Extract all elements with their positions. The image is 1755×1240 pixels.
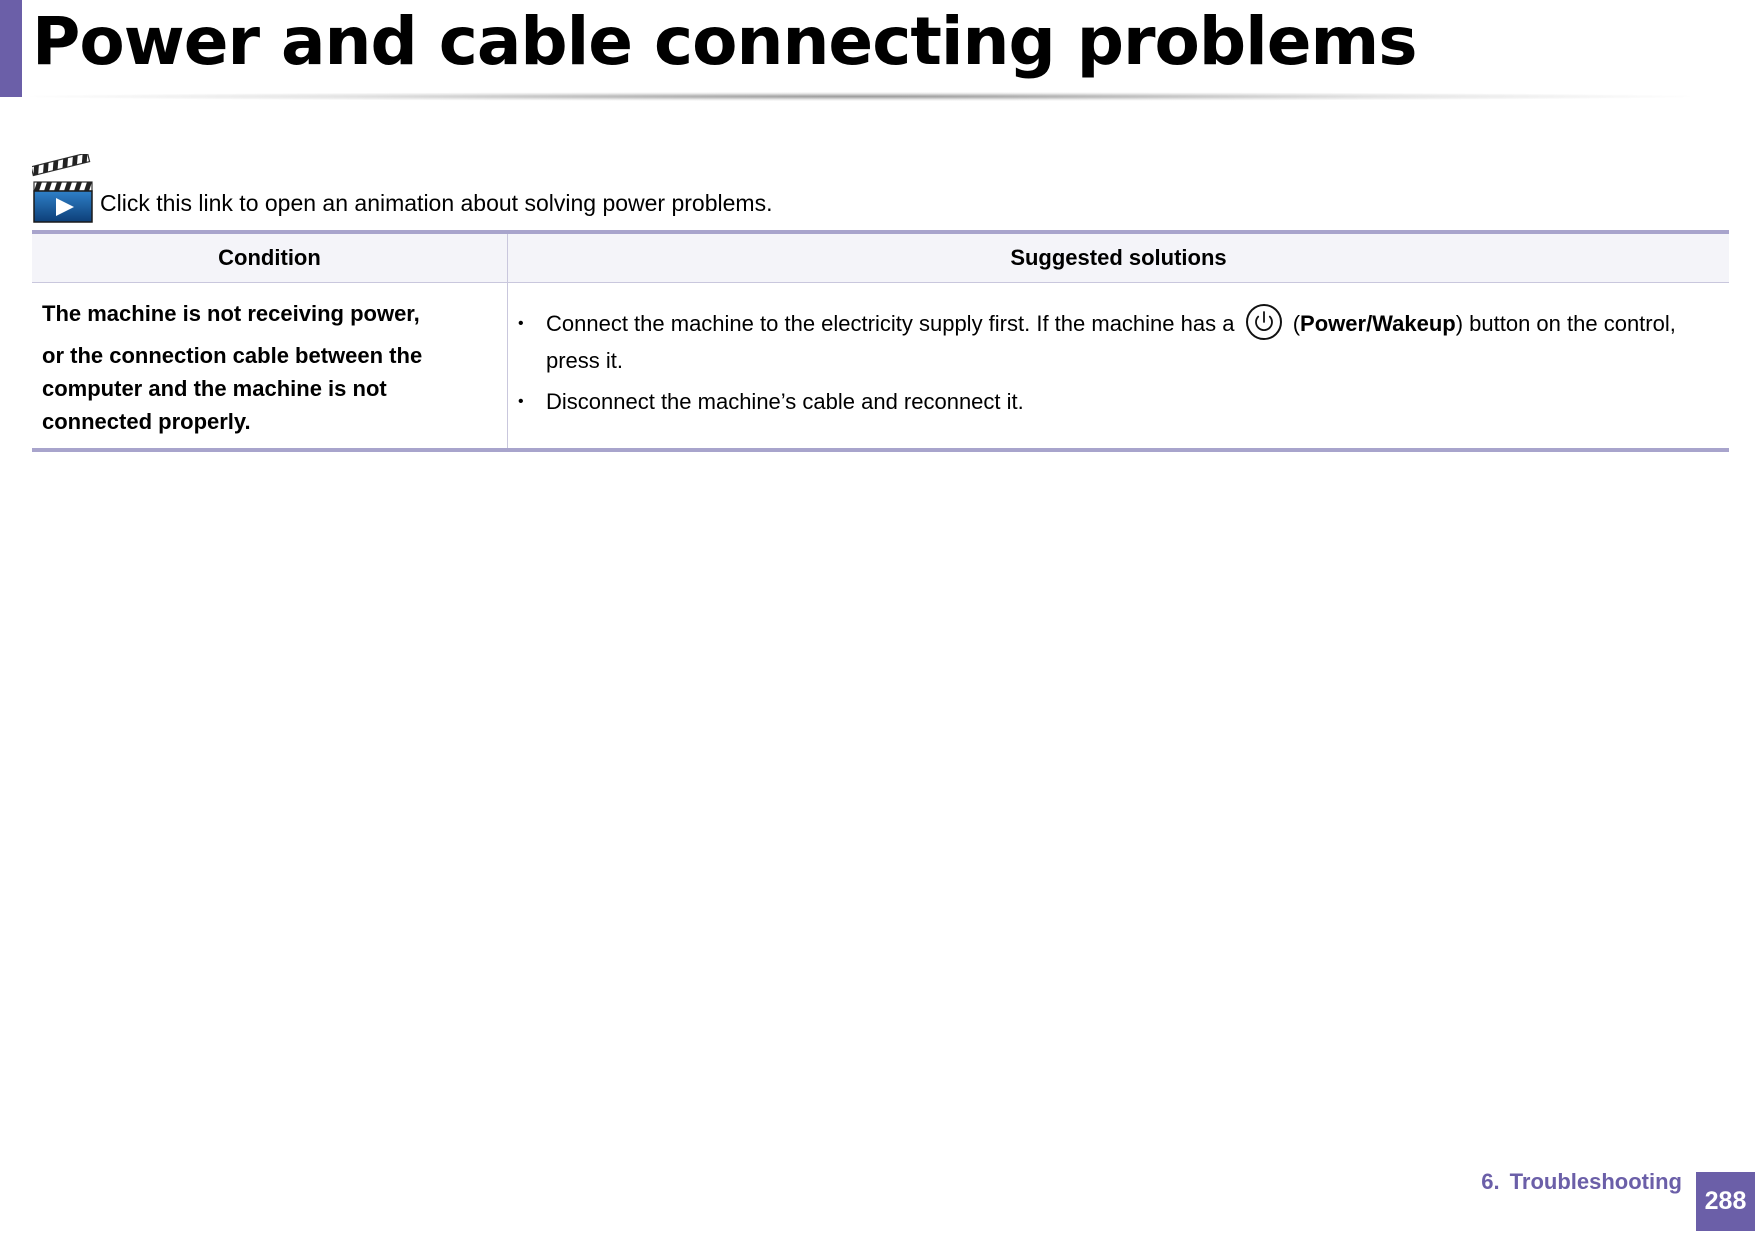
animation-link[interactable]: [32, 152, 772, 224]
power-icon: [1245, 303, 1283, 341]
condition-cell: [32, 283, 508, 451]
troubleshooting-table: [32, 230, 1729, 452]
solutions-column-header: Suggested solutions: [508, 232, 1730, 283]
title-divider: [30, 92, 1690, 101]
solution-text: Disconnect the machine’s cable and reconnect it.: [546, 389, 1024, 414]
solution-text: Connect the machine to the electricity supply first. If the machine has a: [546, 311, 1235, 336]
table-row: [32, 283, 1729, 451]
bullet: •: [518, 393, 524, 410]
video-clapperboard-icon[interactable]: [32, 154, 96, 224]
solutions-list: [508, 283, 1729, 444]
solutions-cell: [508, 283, 1730, 451]
page-title: Power and cable connecting problems: [32, 3, 1417, 80]
condition-text-primary: The machine is not receiving power,: [42, 301, 420, 326]
list-item: [518, 383, 1719, 420]
power-wakeup-button-label: Power/Wakeup: [1300, 311, 1456, 336]
footer-section-title: 6. Troubleshooting: [1481, 1169, 1682, 1194]
bullet: •: [518, 315, 524, 332]
title-accent-bar: [0, 0, 22, 97]
solution-text-continued: ) button on the control, press it.: [546, 311, 1676, 373]
table-header-row: [32, 232, 1729, 283]
animation-link-text[interactable]: Click this link to open an animation about solving power problems.: [100, 190, 773, 216]
condition-column-header: Condition: [32, 232, 508, 283]
page-number: 288: [1696, 1172, 1755, 1231]
open-paren: (: [1292, 311, 1301, 336]
list-item: [518, 305, 1719, 379]
condition-text-secondary: or the connection cable between the computer and the machine is not connected properly.: [42, 343, 423, 434]
